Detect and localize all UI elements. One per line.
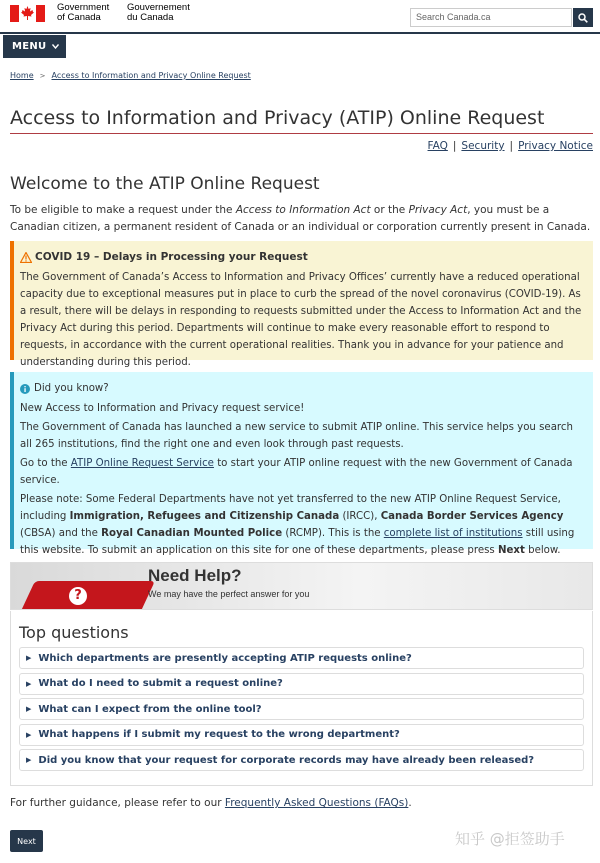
top-questions-heading: Top questions bbox=[19, 623, 129, 642]
page-title: Access to Information and Privacy (ATIP) Online Request bbox=[10, 107, 545, 129]
faq-question[interactable]: ▶ What do I need to submit a request online? bbox=[19, 673, 584, 695]
chevron-down-icon bbox=[52, 44, 59, 49]
atip-online-request-service-link[interactable]: ATIP Online Request Service bbox=[70, 458, 214, 469]
expand-triangle-icon: ▶ bbox=[26, 705, 32, 713]
site-header bbox=[0, 0, 600, 34]
next-button[interactable]: Next bbox=[10, 830, 43, 852]
watermark: 知乎 @拒签助手 bbox=[455, 830, 565, 848]
wordmark-french: Gouvernement du Canada bbox=[127, 2, 190, 23]
top-questions-panel bbox=[10, 611, 593, 786]
header-rule bbox=[0, 32, 600, 34]
title-rule bbox=[10, 133, 593, 134]
link-separator: | bbox=[452, 140, 457, 152]
menu-label: MENU bbox=[12, 41, 47, 52]
privacy-notice-link[interactable]: Privacy Notice bbox=[518, 140, 593, 152]
did-you-know-alert bbox=[10, 372, 593, 556]
covid-warning-alert bbox=[10, 241, 593, 368]
link-separator: | bbox=[509, 140, 514, 152]
need-help-banner bbox=[10, 562, 593, 610]
expand-triangle-icon: ▶ bbox=[26, 654, 32, 662]
expand-triangle-icon: ▶ bbox=[26, 756, 32, 764]
search-input[interactable]: Search Canada.ca bbox=[410, 8, 572, 27]
faq-question[interactable]: ▶ Which departments are presently accepting ATIP requests online? bbox=[19, 647, 584, 669]
warning-icon bbox=[20, 252, 32, 263]
faq-link[interactable]: FAQ bbox=[427, 140, 448, 152]
menu-button[interactable] bbox=[3, 35, 66, 58]
faq-question[interactable]: ▶ What can I expect from the online tool? bbox=[19, 698, 584, 720]
welcome-heading: Welcome to the ATIP Online Request bbox=[10, 174, 320, 194]
info-go-to: Go to the ATIP Online Request Service to start your ATIP online request with the new Government of Canada service. bbox=[20, 458, 573, 486]
question-mark-icon: ? bbox=[69, 587, 87, 605]
info-heading: Did you know? bbox=[34, 383, 109, 394]
search-icon bbox=[578, 13, 588, 23]
info-note: Please note: Some Federal Departments have not yet transferred to the new ATIP Online Request Service, including Immigration, Refugees and Citizenship Canada (IRCC), Canada Border Services Agency (CBSA) and the Royal Canadian Mounted Police (RCMP). This is the complete list of institutions still using this website. To submit an application on this site for one of these departments, please press Next below. bbox=[20, 494, 575, 556]
covid-warning-body: The Government of Canada’s Access to Information and Privacy Offices’ currently have a reduced operational capacity due to exceptional measures put in place to curb the spread of the novel coronavirus (COVID-19). As a result, there will be delays in responding to requests submitted under the Access to Information Act and the Privacy Act during this period. Departments will continue to make every reasonable effort to respond to requests, in accordance with the current operational realities. Thank you in advance for your patience and understanding during this period. bbox=[20, 272, 582, 368]
help-links bbox=[428, 140, 593, 152]
further-guidance-text: For further guidance, please refer to our Frequently Asked Questions (FAQs). bbox=[10, 797, 412, 809]
info-icon bbox=[20, 384, 30, 394]
expand-triangle-icon: ▶ bbox=[26, 679, 32, 688]
canada-flag-icon[interactable] bbox=[10, 5, 45, 22]
eligibility-text: To be eligible to make a request under the Access to Information Act or the Privacy Act, you must be a Canadian citizen, a permanent resident of Canada or an individual or corporation currently present in Canada. bbox=[10, 204, 591, 233]
info-description: The Government of Canada has launched a new service to submit ATIP online. This service helps you search all 265 institutions, find the right one and even look through past requests. bbox=[20, 422, 573, 450]
breadcrumb-separator: > bbox=[39, 71, 46, 80]
search-button[interactable] bbox=[573, 8, 593, 27]
expand-triangle-icon: ▶ bbox=[26, 730, 32, 739]
breadcrumb-current[interactable]: Access to Information and Privacy Online Request bbox=[51, 71, 251, 80]
breadcrumb-home[interactable]: Home bbox=[10, 71, 34, 80]
info-new-service: New Access to Information and Privacy request service! bbox=[20, 403, 305, 414]
wordmark-english: Government of Canada bbox=[57, 2, 110, 23]
need-help-subtitle: We may have the perfect answer for you bbox=[148, 589, 310, 599]
covid-warning-heading: COVID 19 – Delays in Processing your Request bbox=[20, 249, 585, 266]
security-link[interactable]: Security bbox=[461, 140, 505, 152]
faq-question[interactable]: ▶ Did you know that your request for corporate records may have already been released? bbox=[19, 749, 584, 771]
faqs-link[interactable]: Frequently Asked Questions (FAQs) bbox=[224, 797, 409, 809]
institutions-list-link[interactable]: complete list of institutions bbox=[383, 528, 523, 539]
breadcrumb bbox=[10, 71, 251, 80]
need-help-title: Need Help? bbox=[148, 566, 242, 585]
faq-question[interactable]: ▶ What happens if I submit my request to the wrong department? bbox=[19, 724, 584, 746]
